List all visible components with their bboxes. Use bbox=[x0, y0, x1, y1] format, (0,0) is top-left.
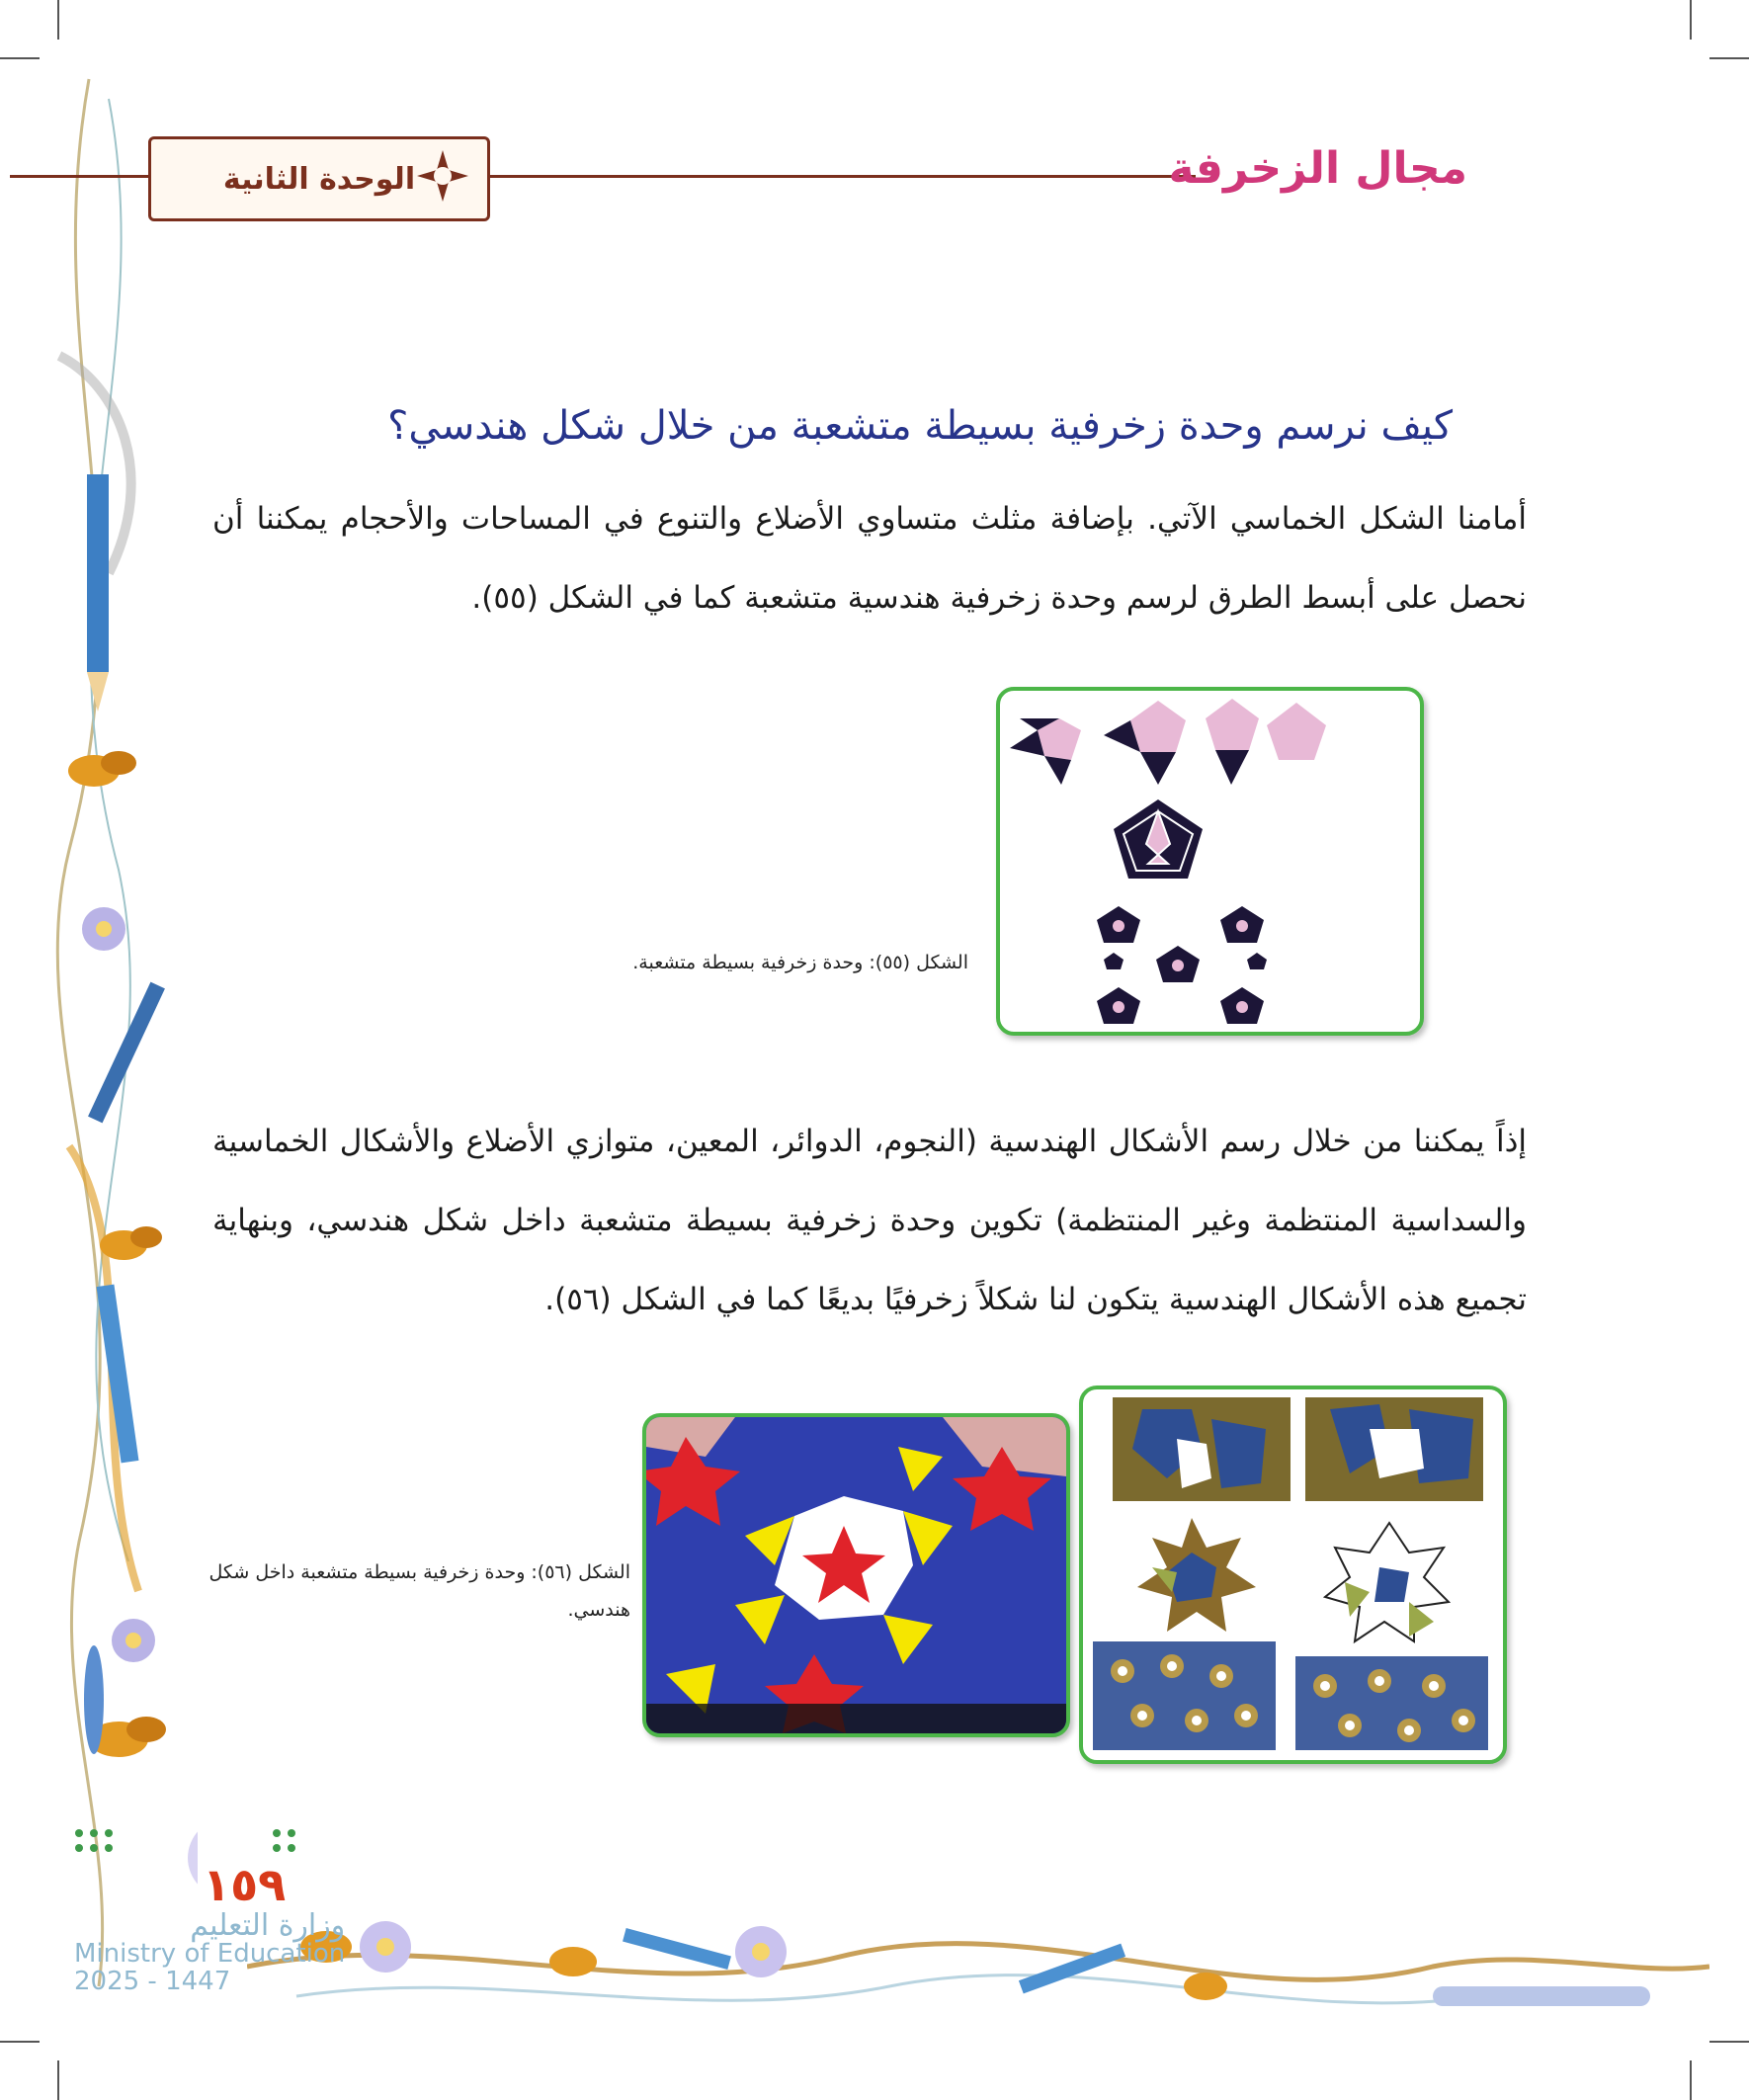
pencil-icon bbox=[97, 1285, 139, 1464]
paintbrush-icon bbox=[1433, 1986, 1650, 2006]
ministry-label-ar: وزارة التعليم bbox=[190, 1908, 346, 1943]
ministry-year: 2025 - 1447 bbox=[74, 1967, 231, 1996]
decorative-border-bottom bbox=[247, 1907, 1709, 2046]
pencil-icon bbox=[623, 1928, 731, 1970]
flower-icon bbox=[82, 907, 125, 951]
pencil-icon bbox=[88, 982, 165, 1124]
domain-title: مجال الزخرفة bbox=[1168, 143, 1467, 194]
geometric-pattern-grid bbox=[1083, 1389, 1503, 1760]
butterfly-icon bbox=[100, 1226, 162, 1260]
header-rule-middle bbox=[484, 175, 1196, 178]
ministry-label-en: Ministry of Education bbox=[74, 1939, 346, 1969]
butterfly-icon bbox=[68, 751, 136, 787]
unit-title: الوحدة الثانية bbox=[222, 161, 416, 197]
crop-mark bbox=[1690, 0, 1692, 40]
pentagon-step-3 bbox=[1104, 701, 1186, 785]
crop-mark bbox=[57, 0, 59, 40]
figure-55-illustration bbox=[1000, 691, 1420, 1032]
decorative-border-left bbox=[0, 59, 198, 2036]
butterfly-icon bbox=[549, 1947, 597, 1976]
flower-icon bbox=[735, 1926, 787, 1977]
figure-56-patterns bbox=[1079, 1386, 1507, 1764]
flower-icon bbox=[360, 1921, 411, 1973]
figure-56-caption: الشكل (٥٦): وحدة زخرفية بسيطة متشعبة داخل شكل هندسي. bbox=[208, 1561, 630, 1621]
figure-55-caption: الشكل (٥٥): وحدة زخرفية بسيطة متشعبة. bbox=[632, 952, 968, 973]
crop-mark bbox=[0, 2041, 40, 2043]
crop-mark bbox=[57, 2060, 59, 2100]
figure-55 bbox=[996, 687, 1424, 1036]
star-pentagon-large bbox=[1114, 799, 1203, 879]
ministry-label bbox=[74, 1908, 346, 1996]
star-mosaic-photo bbox=[646, 1417, 1066, 1733]
crop-mark bbox=[1690, 2060, 1692, 2100]
butterfly-icon bbox=[1184, 1973, 1227, 2000]
paragraph-1: أمامنا الشكل الخماسي الآتي. بإضافة مثلث متساوي الأضلاع والتنوع في المساحات والأحجام يمكننا أن نحصل على أبسط الطرق لرسم وحدة زخرفية هندسية متشعبة كما في الشكل (٥٥). bbox=[212, 501, 1527, 616]
pentagon-step-4 bbox=[1010, 718, 1081, 785]
crop-mark bbox=[1709, 57, 1749, 59]
ornament-icon bbox=[415, 148, 470, 204]
paragraph-2: إذاً يمكننا من خلال رسم الأشكال الهندسية (النجوم، الدوائر، المعين، متوازي الأضلاع والأشكال الخماسية والسداسية المنتظمة وغير المنتظمة) تكوين وحدة زخرفية بسيطة متشعبة داخل شكل هندسي، وبنهاية تجميع هذه الأشكال الهندسية يتكون لنا شكلاً زخرفيًا بديعًا كما في الشكل (٥٦). bbox=[212, 1124, 1527, 1317]
crop-mark bbox=[1709, 2041, 1749, 2043]
flower-icon bbox=[112, 1619, 155, 1662]
figure-56-photo bbox=[642, 1413, 1070, 1737]
section-title: كيف نرسم وحدة زخرفية بسيطة متشعبة من خلال شكل هندسي؟ bbox=[387, 403, 1453, 449]
header-rule-left bbox=[10, 175, 148, 178]
pencil-icon bbox=[87, 474, 109, 712]
page-number: ١٥٩ bbox=[203, 1858, 287, 1911]
pentagon-step-1 bbox=[1267, 703, 1326, 760]
pentagon-step-2 bbox=[1206, 699, 1259, 785]
